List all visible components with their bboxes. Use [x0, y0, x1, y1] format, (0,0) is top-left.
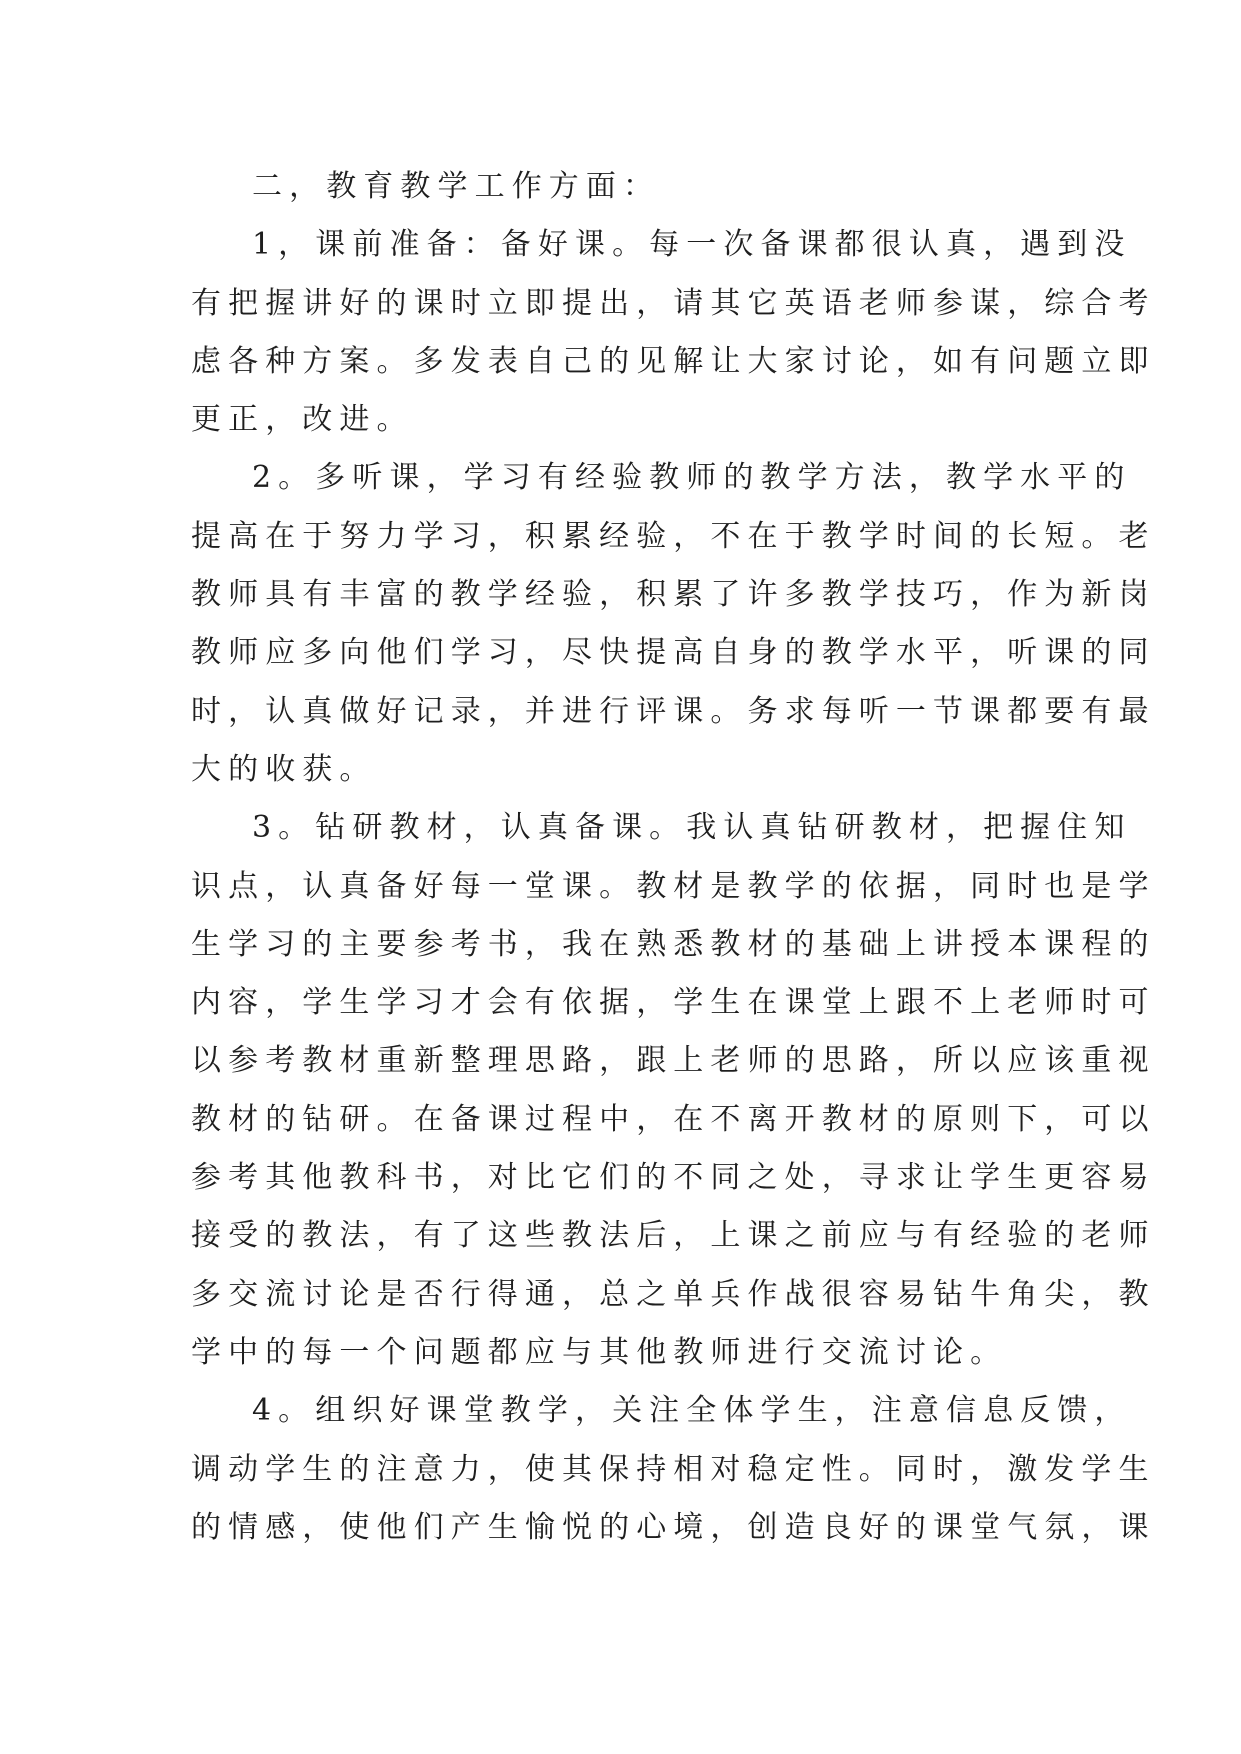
- text-line: 教师具有丰富的教学经验，积累了许多教学技巧，作为新岗: [191, 577, 1156, 613]
- text-line: 虑各种方案。多发表自己的见解让大家讨论，如有问题立即: [191, 343, 1156, 379]
- text-line: 时，认真做好记录，并进行评课。务求每听一节课都要有最: [191, 693, 1156, 729]
- text-line: 学中的每一个问题都应与其他教师进行交流讨论。: [191, 1334, 1008, 1370]
- text-line: 教材的钻研。在备课过程中，在不离开教材的原则下，可以: [191, 1101, 1156, 1137]
- text-line: 二，教育教学工作方面：: [252, 169, 661, 204]
- text-line: 提高在于努力学习，积累经验，不在于教学时间的长短。老: [191, 518, 1156, 554]
- text-line: 生学习的主要参考书，我在熟悉教材的基础上讲授本课程的: [191, 926, 1156, 962]
- text-line: 接受的教法，有了这些教法后，上课之前应与有经验的老师: [191, 1218, 1156, 1254]
- text-line: 以参考教材重新整理思路，跟上老师的思路，所以应该重视: [191, 1043, 1156, 1079]
- text-line: 内容，学生学习才会有依据，学生在课堂上跟不上老师时可: [191, 985, 1156, 1021]
- text-line: 多交流讨论是否行得通，总之单兵作战很容易钻牛角尖，教: [191, 1276, 1156, 1312]
- document-body: [191, 158, 1156, 1557]
- text-line: 教师应多向他们学习，尽快提高自身的教学水平，听课的同: [191, 635, 1156, 671]
- text-line: 参考其他教科书，对比它们的不同之处，寻求让学生更容易: [191, 1160, 1156, 1196]
- text-line: 有把握讲好的课时立即提出，请其它英语老师参谋，综合考: [191, 285, 1156, 321]
- text-line: 的情感，使他们产生愉悦的心境，创造良好的课堂气氛，课: [191, 1509, 1156, 1545]
- text-line: 2。多听课，学习有经验教师的教学方法，教学水平的: [252, 460, 1132, 496]
- text-line: 大的收获。: [191, 751, 377, 787]
- text-line: 4。组织好课堂教学，关注全体学生，注意信息反馈，: [252, 1393, 1132, 1429]
- text-line: 调动学生的注意力，使其保持相对稳定性。同时，激发学生: [191, 1451, 1156, 1487]
- text-line: 1，课前准备：备好课。每一次备课都很认真，遇到没: [252, 227, 1132, 263]
- text-line: 更正，改进。: [191, 402, 414, 438]
- text-line: 3。钻研教材，认真备课。我认真钻研教材，把握住知: [252, 810, 1132, 846]
- text-line: 识点，认真备好每一堂课。教材是教学的依据，同时也是学: [191, 868, 1156, 904]
